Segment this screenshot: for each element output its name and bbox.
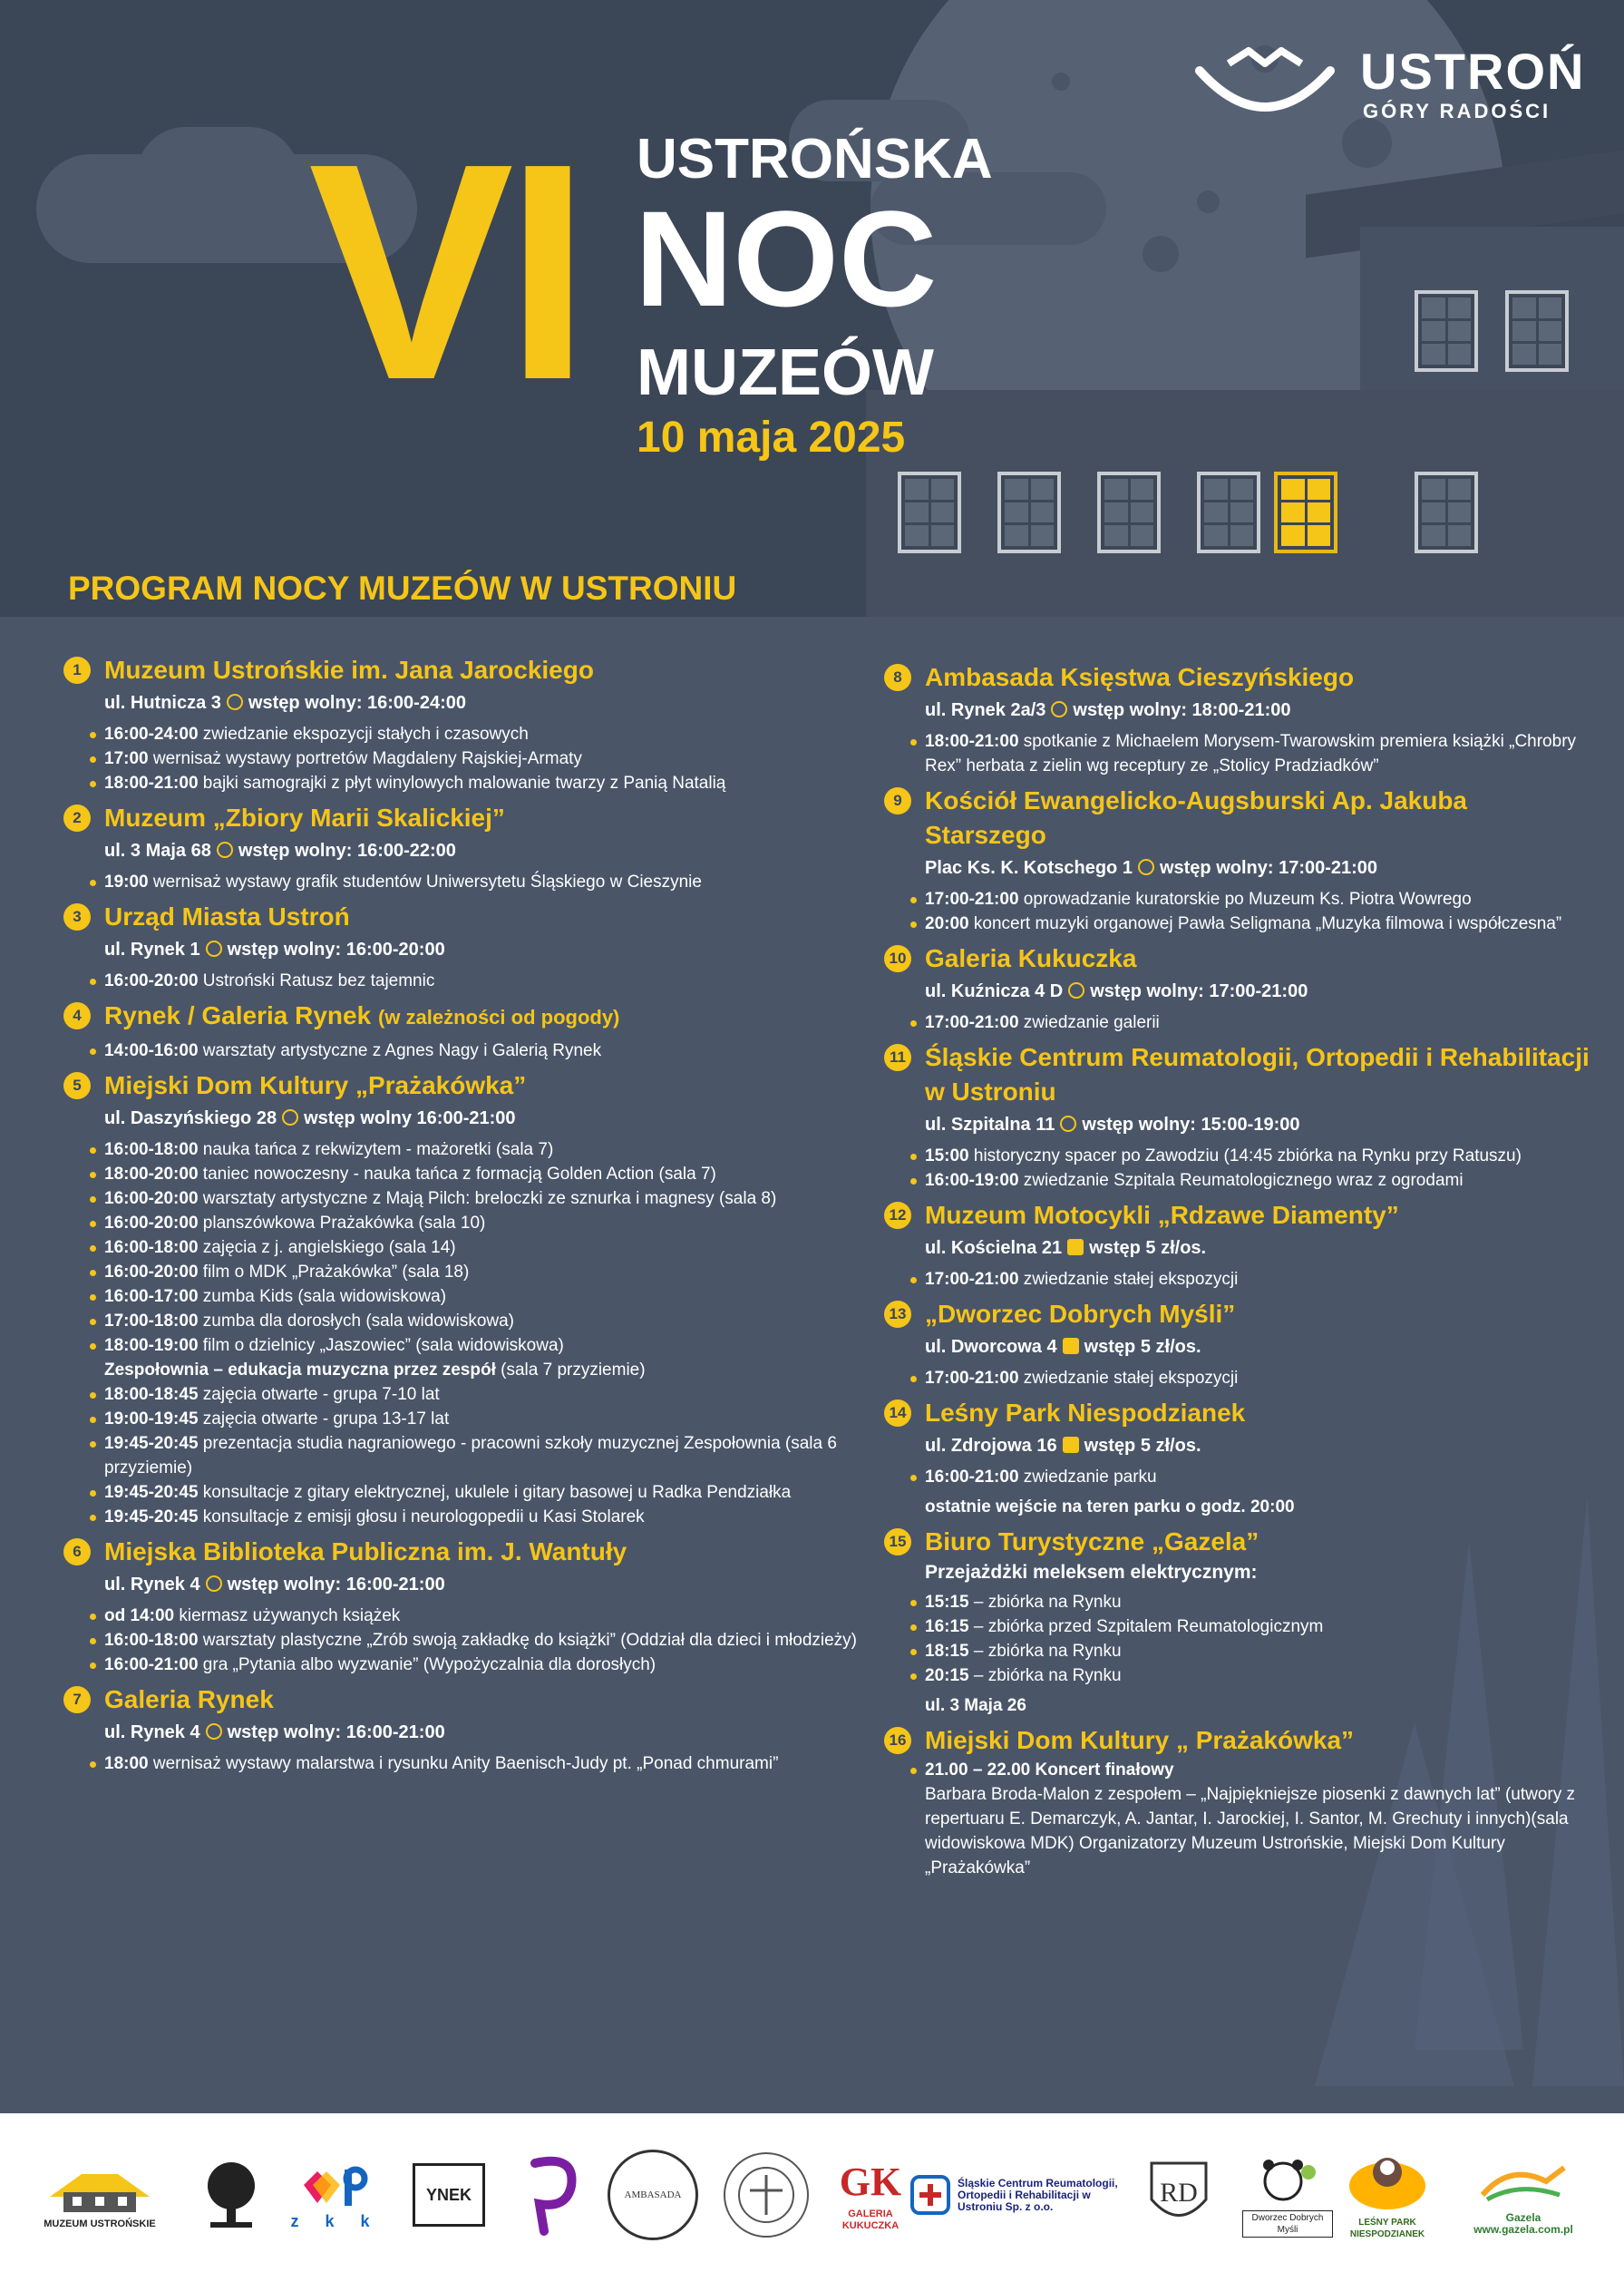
- clock-icon: [1138, 859, 1154, 875]
- venue-address: ul. Szpitalna 11 wstęp wolny: 15:00-19:00: [925, 1115, 1300, 1135]
- rdzawe-diamenty-crest-icon: [1143, 2154, 1215, 2236]
- venue-number: 16: [884, 1727, 911, 1754]
- sponsor-logo-ambasada: [603, 2145, 703, 2245]
- smile-logo-icon: [1192, 44, 1337, 116]
- program-item: 18:00-21:00 spotkanie z Michaelem Morysem-Twarowskim premiera książki „Chrobry Rex” herbata z zielin wg receptury ze „Stolicy Pradziadków”: [907, 729, 1591, 778]
- venue-address: ul. Rynek 4 wstęp wolny: 16:00-21:00: [104, 1722, 445, 1742]
- lesny-park-eagle-icon: [1347, 2150, 1428, 2213]
- sponsor-logo-galeria-kukuczka: GK GALERIA KUKUCZKA: [839, 2159, 902, 2231]
- program-item: 19:45-20:45 prezentacja studia nagraniowego - pracowni szkoły muzycznej Zespołownia (sala 6 przyziemie): [86, 1431, 861, 1480]
- dworzec-bear-icon: [1256, 2152, 1319, 2207]
- program-item: 15:15 – zbiórka na Rynku: [907, 1590, 1591, 1614]
- venue-number: 15: [884, 1528, 911, 1555]
- house-window: [1197, 472, 1260, 553]
- program-item: 18:00-21:00 bajki samograjki z płyt winylowych malowanie twarzy z Panią Natalią: [86, 771, 861, 795]
- venue-title: Kościół Ewangelicko-Augsburski Ap. Jakuba Starszego: [925, 786, 1467, 849]
- venue-number: 12: [884, 1202, 911, 1229]
- event-date: 10 maja 2025: [637, 414, 906, 462]
- venue-number: 3: [63, 903, 91, 931]
- ambasada-seal-icon: AMBASADA: [608, 2150, 698, 2240]
- sponsor-logo-dworzec: Dworzec Dobrych Myśli: [1242, 2145, 1333, 2245]
- program-item: 16:00-17:00 zumba Kids (sala widowiskowa): [86, 1284, 861, 1309]
- venue-title: Leśny Park Niespodzianek: [925, 1399, 1246, 1427]
- venue-address: Plac Ks. K. Kotschego 1 wstęp wolny: 17:00-21:00: [925, 858, 1378, 878]
- clock-icon: [206, 941, 222, 957]
- venue-address: ul. Kościelna 21 wstęp 5 zł/os.: [925, 1238, 1207, 1258]
- venue-number: 2: [63, 805, 91, 832]
- venue-title: Muzeum Motocykli „Rdzawe Diamenty”: [925, 1201, 1399, 1229]
- house-window-lit: [1274, 472, 1337, 553]
- edition-number: VI: [308, 100, 582, 444]
- venue-entry: [63, 1535, 861, 1677]
- venue-entry: [884, 1297, 1591, 1390]
- title-line-2: NOC: [635, 182, 938, 335]
- venue-entry: [63, 999, 861, 1063]
- program-item: 19:45-20:45 konsultacje z emisji głosu i neurologopedii u Kasi Stolarek: [86, 1505, 861, 1529]
- program-item: 17:00-18:00 zumba dla dorosłych (sala widowiskowa): [86, 1309, 861, 1333]
- venue-title: Miejska Biblioteka Publiczna im. J. Wantuły: [104, 1537, 627, 1565]
- venue-title: Ambasada Księstwa Cieszyńskiego: [925, 663, 1355, 691]
- prazakowka-p-icon: [521, 2154, 585, 2236]
- venue-title: Śląskie Centrum Reumatologii, Ortopedii i Rehabilitacji w Ustroniu: [925, 1043, 1590, 1106]
- sponsor-logo-zkk: z k k: [290, 2145, 381, 2245]
- zkk-heart-icon: [299, 2162, 372, 2212]
- logo-tagline: GÓRY RADOŚCI: [1363, 100, 1551, 122]
- hospital-cross-icon: [910, 2175, 950, 2215]
- program-item: 16:00-24:00 zwiedzanie ekspozycji stałych i czasowych: [86, 722, 861, 746]
- venue-entry: [63, 1682, 861, 1776]
- program-item: 16:00-20:00 film o MDK „Prażakówka” (sala 18): [86, 1260, 861, 1284]
- venue-address: ul. Rynek 4 wstęp wolny: 16:00-21:00: [104, 1575, 445, 1594]
- program-item: 17:00-21:00 zwiedzanie stałej ekspozycji: [907, 1267, 1591, 1292]
- venue-entry: [884, 784, 1591, 936]
- title-line-3: MUZEÓW: [637, 336, 934, 409]
- program-item: 16:00-21:00 zwiedzanie parku: [907, 1465, 1591, 1489]
- sponsor-logo-lesny-park: LEŚNY PARK NIESPODZIANEK: [1333, 2145, 1442, 2245]
- sponsor-bar: [0, 2113, 1624, 2282]
- program-item: 19:00-19:45 zajęcia otwarte - grupa 13-17 lat: [86, 1407, 861, 1431]
- program-item: 16:00-20:00 Ustroński Ratusz bez tajemnic: [86, 969, 861, 993]
- venue-entry: [884, 1040, 1591, 1193]
- venue-title: Galeria Kukuczka: [925, 944, 1137, 972]
- program-item: 18:00-19:00 film o dzielnicy „Jaszowiec” (sala widowiskowa): [86, 1333, 861, 1358]
- venue-address: ul. 3 Maja 26: [925, 1696, 1026, 1715]
- house-window: [1505, 290, 1569, 372]
- program-left-column: [63, 653, 861, 1781]
- sponsor-logo-galeria-rynek: [399, 2145, 499, 2245]
- venue-title: Muzeum Ustrońskie im. Jana Jarockiego: [104, 656, 594, 684]
- venue-entry: [884, 1723, 1591, 1880]
- venue-entry: [63, 801, 861, 894]
- program-item: 16:00-18:00 zajęcia z j. angielskiego (sala 14): [86, 1235, 861, 1260]
- program-item: 14:00-16:00 warsztaty artystyczne z Agnes Nagy i Galerią Rynek: [86, 1039, 861, 1063]
- ticket-icon: [1063, 1338, 1079, 1354]
- program-item: 17:00-21:00 zwiedzanie galerii: [907, 1010, 1591, 1035]
- sponsor-logo-muzeum-ustronskie: MUZEUM USTROŃSKIE: [36, 2145, 163, 2245]
- clock-icon: [282, 1109, 298, 1126]
- venue-title: „Dworzec Dobrych Myśli”: [925, 1300, 1236, 1328]
- program-item: 16:00-18:00 nauka tańca z rekwizytem - mażoretki (sala 7): [86, 1137, 861, 1162]
- ticket-icon: [1063, 1437, 1079, 1453]
- clock-icon: [1068, 982, 1084, 999]
- house-window: [1097, 472, 1161, 553]
- venue-number: 8: [884, 664, 911, 691]
- clock-icon: [206, 1723, 222, 1740]
- venue-address: ul. Kuźnicza 4 D wstęp wolny: 17:00-21:00: [925, 981, 1308, 1001]
- venue-number: 5: [63, 1072, 91, 1099]
- svg-text:RD: RD: [1160, 2178, 1198, 2208]
- venue-title: Galeria Rynek: [104, 1685, 274, 1713]
- concert-description: Barbara Broda-Malon z zespołem – „Najpiękniejsze piosenki z dawnych lat” (utwory z repertuaru E. Demarczyk, A. Jantar, I. Jarockiej, I. Santor, M. Grechuty i innych)(sala widowiskowa MDK) Organizatorzy Muzeum Ustrońskie, Miejski Dom Kultury „Prażakówka”: [925, 1785, 1576, 1877]
- house-window: [1415, 472, 1478, 553]
- house-window: [1415, 290, 1478, 372]
- kukuczka-gk-icon: GK: [839, 2159, 902, 2204]
- program-title: PROGRAM NOCY MUZEÓW W USTRONIU: [68, 570, 737, 607]
- house-window: [997, 472, 1061, 553]
- venue-title: Biuro Turystyczne „Gazela”: [925, 1527, 1259, 1555]
- program-item: 16:00-20:00 warsztaty artystyczne z Mają Pilch: breloczki ze sznurka i magnesy (sala 8): [86, 1186, 861, 1211]
- program-item: 18:00-18:45 zajęcia otwarte - grupa 7-10 lat: [86, 1382, 861, 1407]
- venue-number: 1: [63, 657, 91, 684]
- program-item: 16:00-19:00 zwiedzanie Szpitala Reumatologicznego wraz z ogrodami: [907, 1168, 1591, 1193]
- program-item: 18:00-20:00 taniec nowoczesny - nauka tańca z formacją Golden Action (sala 7): [86, 1162, 861, 1186]
- program-item: 19:45-20:45 konsultacje z gitary elektrycznej, ukulele i gitary basowej u Radka Pendziałka: [86, 1480, 861, 1505]
- venue-address: ul. Rynek 2a/3 wstęp wolny: 18:00-21:00: [925, 700, 1291, 720]
- venue-address: ul. Hutnicza 3 wstęp wolny: 16:00-24:00: [104, 693, 466, 713]
- program-item: od 14:00 kiermasz używanych książek: [86, 1604, 861, 1628]
- program-item: 20:15 – zbiórka na Rynku: [907, 1663, 1591, 1688]
- program-item: 20:00 koncert muzyki organowej Pawła Seligmana „Muzyka filmowa i współczesna”: [907, 912, 1591, 936]
- venue-address: ul. Daszyńskiego 28 wstęp wolny 16:00-21:00: [104, 1108, 516, 1128]
- venue-entry: [884, 941, 1591, 1035]
- venue-title: Rynek / Galeria Rynek (w zależności od pogody): [104, 1001, 620, 1029]
- sponsor-logo-prazakowka: [517, 2145, 589, 2245]
- venue-entry: [884, 1525, 1591, 1718]
- venue-number: 7: [63, 1686, 91, 1713]
- program-right-column: [884, 660, 1591, 1886]
- venue-subtitle: Przejażdżki meleksem elektrycznym:: [925, 1562, 1258, 1583]
- program-item: 16:00-18:00 warsztaty plastyczne „Zrób swoją zakładkę do książki” (Oddział dla dzieci i młodzieży): [86, 1628, 861, 1653]
- venue-entry: [884, 1198, 1591, 1292]
- galeria-rynek-box-icon: YNEK: [413, 2163, 485, 2227]
- program-item: 15:00 historyczny spacer po Zawodziu (14:45 zbiórka na Rynku przy Ratuszu): [907, 1144, 1591, 1168]
- ticket-icon: [1067, 1239, 1084, 1255]
- venue-note: ostatnie wejście na teren parku o godz. 20:00: [925, 1497, 1295, 1516]
- venue-number: 11: [884, 1044, 911, 1071]
- venue-entry: [63, 653, 861, 795]
- header-banner: [0, 0, 1624, 617]
- clock-icon: [1060, 1116, 1076, 1132]
- cloud-shape: [136, 127, 299, 227]
- sponsor-logo-kosciol: [716, 2145, 816, 2245]
- program-subheading: Zespołownia – edukacja muzyczna przez zespół (sala 7 przyziemie): [104, 1360, 646, 1380]
- house-window: [898, 472, 961, 553]
- venue-title: Miejski Dom Kultury „ Prażakówka”: [925, 1726, 1355, 1754]
- museum-building-icon: [45, 2160, 154, 2215]
- clock-icon: [217, 842, 233, 858]
- program-item: 17:00-21:00 oprowadzanie kuratorskie po Muzeum Ks. Piotra Wowrego: [907, 887, 1591, 912]
- venue-address: ul. Zdrojowa 16 wstęp 5 zł/os.: [925, 1436, 1201, 1456]
- program-item: 19:00 wernisaż wystawy grafik studentów Uniwersytetu Śląskiego w Cieszynie: [86, 870, 861, 894]
- sponsor-logo-szpital: Śląskie Centrum Reumatologii, Ortopedii i Rehabilitacji w Ustroniu Sp. z o.o.: [907, 2145, 1124, 2245]
- venue-address: ul. 3 Maja 68 wstęp wolny: 16:00-22:00: [104, 841, 456, 861]
- venue-address: ul. Rynek 1 wstęp wolny: 16:00-20:00: [104, 940, 445, 960]
- venue-title-note: (w zależności od pogody): [377, 1006, 620, 1029]
- program-item: 17:00 wernisaż wystawy portretów Magdaleny Rajskiej-Armaty: [86, 746, 861, 771]
- program-item: 16:00-21:00 gra „Pytania albo wyzwanie” (Wypożyczalnia dla dorosłych): [86, 1653, 861, 1677]
- venue-number: 6: [63, 1538, 91, 1565]
- venue-number: 4: [63, 1002, 91, 1029]
- clock-icon: [1051, 701, 1067, 717]
- church-seal-icon: [721, 2150, 812, 2240]
- venue-entry: [884, 1396, 1591, 1519]
- venue-title: Muzeum „Zbiory Marii Skalickiej”: [104, 804, 505, 832]
- program-item: 18:00 wernisaż wystawy malarstwa i rysunku Anity Baenisch-Judy pt. „Ponad chmurami”: [86, 1751, 861, 1776]
- venue-number: 13: [884, 1301, 911, 1328]
- venue-title: Urząd Miasta Ustroń: [104, 902, 350, 931]
- venue-address: ul. Dworcowa 4 wstęp 5 zł/os.: [925, 1337, 1201, 1357]
- program-item: 21.00 – 22.00 Koncert finałowy: [907, 1758, 1591, 1782]
- sponsor-logo-rdzawe-diamenty: [1133, 2145, 1224, 2245]
- sponsor-logo-gazela: Gazela www.gazela.com.pl: [1455, 2145, 1591, 2245]
- title-line-1: USTROŃSKA: [637, 128, 993, 190]
- venue-entry: [63, 900, 861, 993]
- sponsor-logo-biblioteka: [190, 2145, 272, 2245]
- library-tree-icon: [199, 2159, 263, 2231]
- venue-number: 9: [884, 787, 911, 814]
- clock-icon: [206, 1575, 222, 1592]
- ustron-logo: [1192, 36, 1586, 127]
- venue-number: 10: [884, 945, 911, 972]
- program-item: 18:15 – zbiórka na Rynku: [907, 1639, 1591, 1663]
- program-item: 16:15 – zbiórka przed Szpitalem Reumatologicznym: [907, 1614, 1591, 1639]
- venue-title: Miejski Dom Kultury „Prażakówka”: [104, 1071, 527, 1099]
- logo-name: USTROŃ: [1360, 43, 1586, 100]
- venue-entry: [884, 660, 1591, 778]
- program-item: 16:00-20:00 planszówkowa Prażakówka (sala 10): [86, 1211, 861, 1235]
- program-item: 17:00-21:00 zwiedzanie stałej ekspozycji: [907, 1366, 1591, 1390]
- venue-entry: [63, 1068, 861, 1529]
- venue-number: 14: [884, 1399, 911, 1427]
- clock-icon: [227, 694, 243, 710]
- gazela-antelope-icon: [1473, 2154, 1573, 2209]
